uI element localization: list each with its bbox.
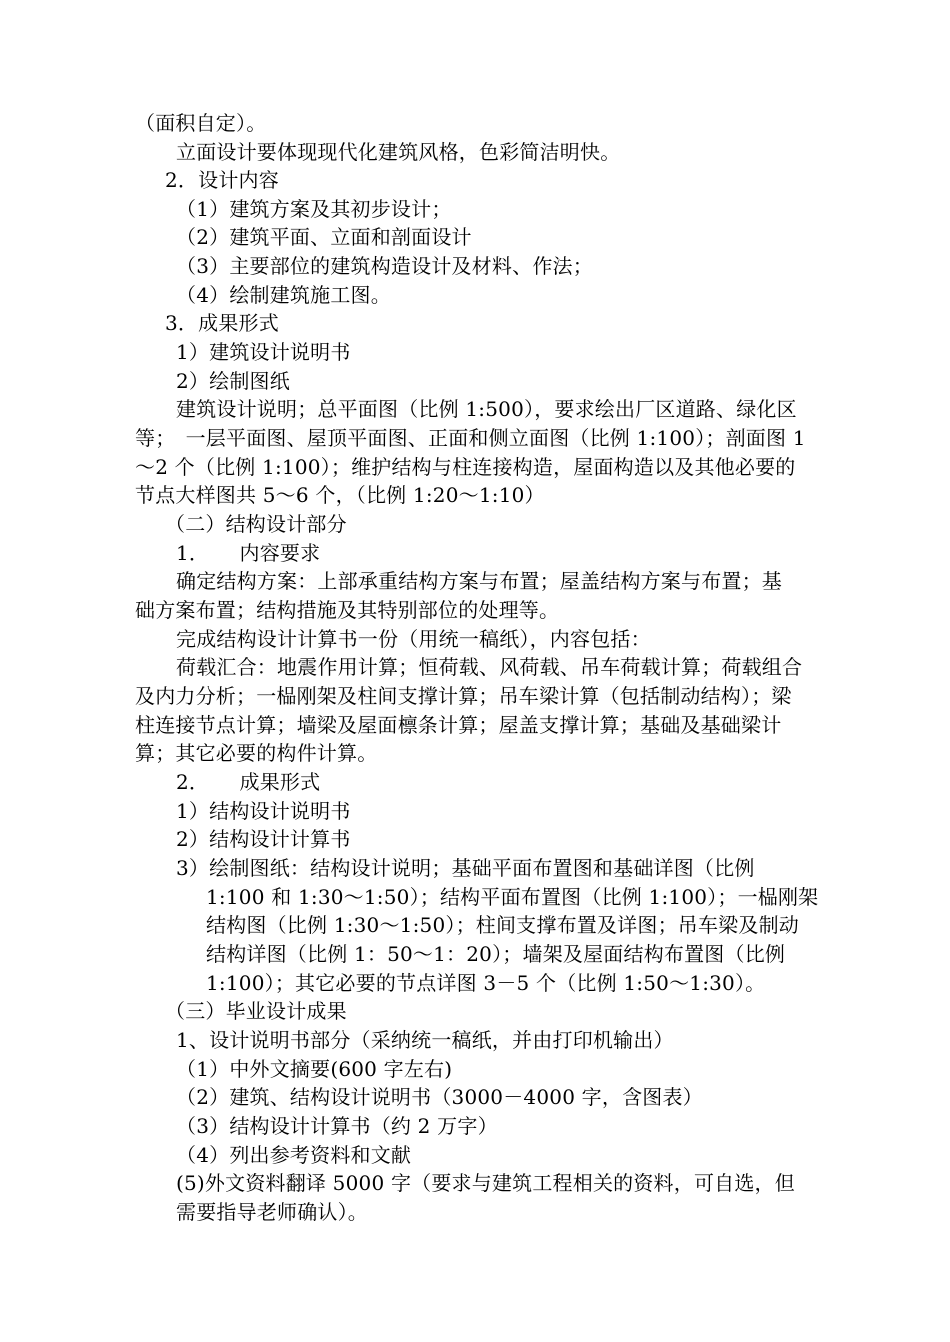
text-line: 确定结构方案：上部承重结构方案与布置；屋盖结构方案与布置；基: [176, 569, 782, 593]
text-line: ～2 个（比例 1:100）；维护结构与柱连接构造，屋面构造以及其他必要的: [135, 455, 796, 479]
text-line: 1:100 和 1:30～1:50）；结构平面布置图（比例 1:100）；一榀刚架: [206, 885, 819, 909]
text-line: 算；其它必要的构件计算。: [135, 741, 378, 765]
text-line: （面积自定）。: [135, 111, 267, 135]
text-line: （4）绘制建筑施工图。: [176, 283, 391, 307]
text-line: 建筑设计说明；总平面图（比例 1:500），要求绘出厂区道路、绿化区: [176, 397, 797, 421]
text-line: （1）建筑方案及其初步设计；: [176, 197, 452, 221]
text-line: 结构详图（比例 1：50～1：20）；墙架及屋面结构布置图（比例: [206, 942, 786, 966]
text-line: (5)外文资料翻译 5000 字（要求与建筑工程相关的资料，可自选，但: [176, 1171, 795, 1195]
text-line: 2． 成果形式: [176, 770, 321, 794]
text-line: 础方案布置；结构措施及其特别部位的处理等。: [135, 598, 560, 622]
text-line: 1）建筑设计说明书: [176, 340, 351, 364]
section-heading: （三）毕业设计成果: [165, 999, 347, 1023]
text-line: 2．设计内容: [165, 168, 279, 192]
text-line: 节点大样图共 5～6 个，（比例 1:20～1:10）: [135, 483, 545, 507]
text-line: 1、设计说明书部分（采纳统一稿纸，并由打印机输出）: [176, 1028, 674, 1052]
text-line: 立面设计要体现现代化建筑风格，色彩简洁明快。: [176, 140, 621, 164]
text-line: （3）结构设计计算书（约 2 万字）: [176, 1114, 498, 1138]
text-line: （2）建筑平面、立面和剖面设计: [176, 225, 472, 249]
text-line: 荷载汇合：地震作用计算；恒荷载、风荷载、吊车荷载计算；荷载组合: [176, 655, 803, 679]
text-line: 3．成果形式: [165, 311, 279, 335]
text-line: 结构图（比例 1:30～1:50）；柱间支撑布置及详图；吊车梁及制动: [206, 913, 799, 937]
text-line: （1）中外文摘要(600 字左右): [176, 1057, 453, 1081]
text-line: （3）主要部位的建筑构造设计及材料、作法；: [176, 254, 593, 278]
text-line: 3）绘制图纸：结构设计说明；基础平面布置图和基础详图（比例: [176, 856, 755, 880]
text-line: 2）结构设计计算书: [176, 827, 351, 851]
text-line: 等； 一层平面图、屋顶平面图、正面和侧立面图（比例 1:100）；剖面图 1: [135, 426, 806, 450]
text-line: 1）结构设计说明书: [176, 799, 351, 823]
text-line: （4）列出参考资料和文献: [176, 1143, 412, 1167]
section-heading: （二）结构设计部分: [165, 512, 347, 536]
text-line: 及内力分析；一榀刚架及柱间支撑计算；吊车梁计算（包括制动结构）；梁: [135, 684, 792, 708]
text-line: 需要指导老师确认）。: [176, 1200, 368, 1224]
text-line: 柱连接节点计算；墙梁及屋面檩条计算；屋盖支撑计算；基础及基础梁计: [135, 713, 782, 737]
text-line: （2）建筑、结构设计说明书（3000－4000 字，含图表）: [176, 1085, 703, 1109]
text-line: 2）绘制图纸: [176, 369, 290, 393]
text-line: 1． 内容要求: [176, 541, 321, 565]
text-line: 完成结构设计计算书一份（用统一稿纸），内容包括：: [176, 627, 651, 651]
text-line: 1:100）；其它必要的节点详图 3－5 个（比例 1:50～1:30）。: [206, 971, 766, 995]
